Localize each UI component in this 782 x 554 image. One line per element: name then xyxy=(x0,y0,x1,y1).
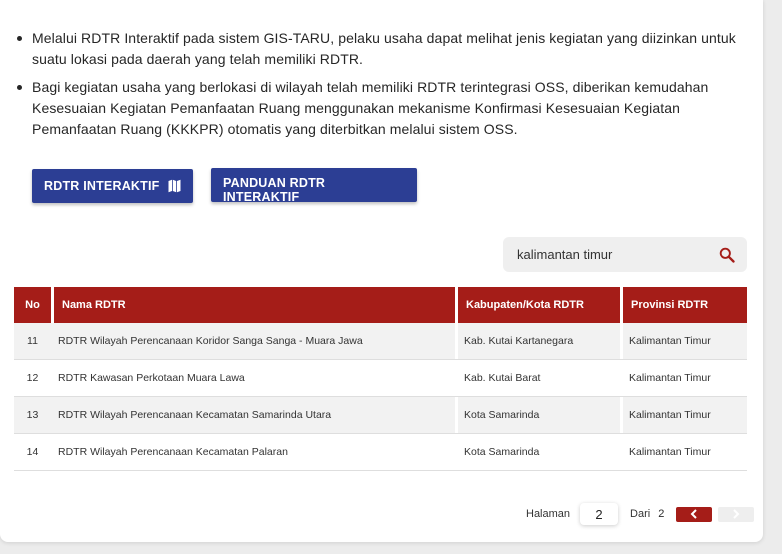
panduan-label: PANDUAN RDTR INTERAKTIF xyxy=(223,176,326,204)
chevron-right-icon xyxy=(732,509,740,519)
header-no: No xyxy=(14,287,51,323)
table-row[interactable] xyxy=(14,323,747,360)
search-input[interactable] xyxy=(503,247,719,262)
total-pages: 2 xyxy=(658,508,665,520)
cell-nama-rdtr: RDTR Wilayah Perencanaan Kecamatan Samarinda Utara xyxy=(54,397,455,433)
cell-provinsi: Kalimantan Timur xyxy=(623,397,747,433)
rdtr-table xyxy=(14,287,747,471)
table-row[interactable] xyxy=(14,360,747,397)
cell-provinsi: Kalimantan Timur xyxy=(629,372,711,384)
page-number-input[interactable] xyxy=(580,503,618,525)
header-kabupaten-kota: Kabupaten/Kota RDTR xyxy=(458,287,620,323)
info-list xyxy=(32,28,744,147)
cell-no: 11 xyxy=(14,323,51,359)
next-page-button[interactable] xyxy=(718,507,754,522)
map-icon xyxy=(168,179,181,193)
search-icon[interactable] xyxy=(719,247,735,263)
info-bullet-1: Melalui RDTR Interaktif pada sistem GIS-TARU, pelaku usaha dapat melihat jenis kegiatan yang diizinkan untuk suatu lokasi pada daerah yang telah memiliki RDTR. xyxy=(32,28,744,70)
cell-nama-rdtr: RDTR Wilayah Perencanaan Kecamatan Palaran xyxy=(58,446,288,458)
table-row[interactable] xyxy=(14,434,747,471)
table-row[interactable] xyxy=(14,397,747,434)
cell-provinsi: Kalimantan Timur xyxy=(623,323,747,359)
cell-nama-rdtr: RDTR Kawasan Perkotaan Muara Lawa xyxy=(58,372,245,384)
table-header xyxy=(14,287,747,323)
pagination xyxy=(526,503,754,525)
header-provinsi: Provinsi RDTR xyxy=(623,287,747,323)
info-bullet-2: Bagi kegiatan usaha yang berlokasi di wilayah telah memiliki RDTR terintegrasi OSS, diberikan kemudahan Kesesuaian Kegiatan Pemanfaatan Ruang menggunakan mekanisme Konfirmasi Kesesuaian Kegiatan Pemanfaatan Ruang (KKKPR) otomatis yang diterbitkan melalui sistem OSS. xyxy=(32,77,744,140)
cell-no: 13 xyxy=(14,397,51,433)
cell-nama-rdtr: RDTR Wilayah Perencanaan Koridor Sanga Sanga - Muara Jawa xyxy=(54,323,455,359)
prev-page-button[interactable] xyxy=(676,507,712,522)
cell-kabupaten-kota: Kota Samarinda xyxy=(458,397,620,433)
cell-provinsi: Kalimantan Timur xyxy=(629,446,711,458)
cell-kabupaten-kota: Kota Samarinda xyxy=(464,446,540,458)
search-box xyxy=(503,237,747,272)
of-label: Dari xyxy=(630,508,651,520)
cell-kabupaten-kota: Kab. Kutai Barat xyxy=(464,372,541,384)
rdtr-interaktif-button[interactable] xyxy=(32,169,193,203)
page-label: Halaman xyxy=(526,508,571,520)
cell-kabupaten-kota: Kab. Kutai Kartanegara xyxy=(458,323,620,359)
chevron-left-icon xyxy=(690,509,698,519)
cell-no: 12 xyxy=(26,372,39,384)
cell-no: 14 xyxy=(26,446,39,458)
panduan-rdtr-interaktif-button[interactable] xyxy=(211,168,417,202)
rdtr-interaktif-label: RDTR INTERAKTIF xyxy=(44,179,160,193)
header-nama-rdtr: Nama RDTR xyxy=(54,287,455,323)
